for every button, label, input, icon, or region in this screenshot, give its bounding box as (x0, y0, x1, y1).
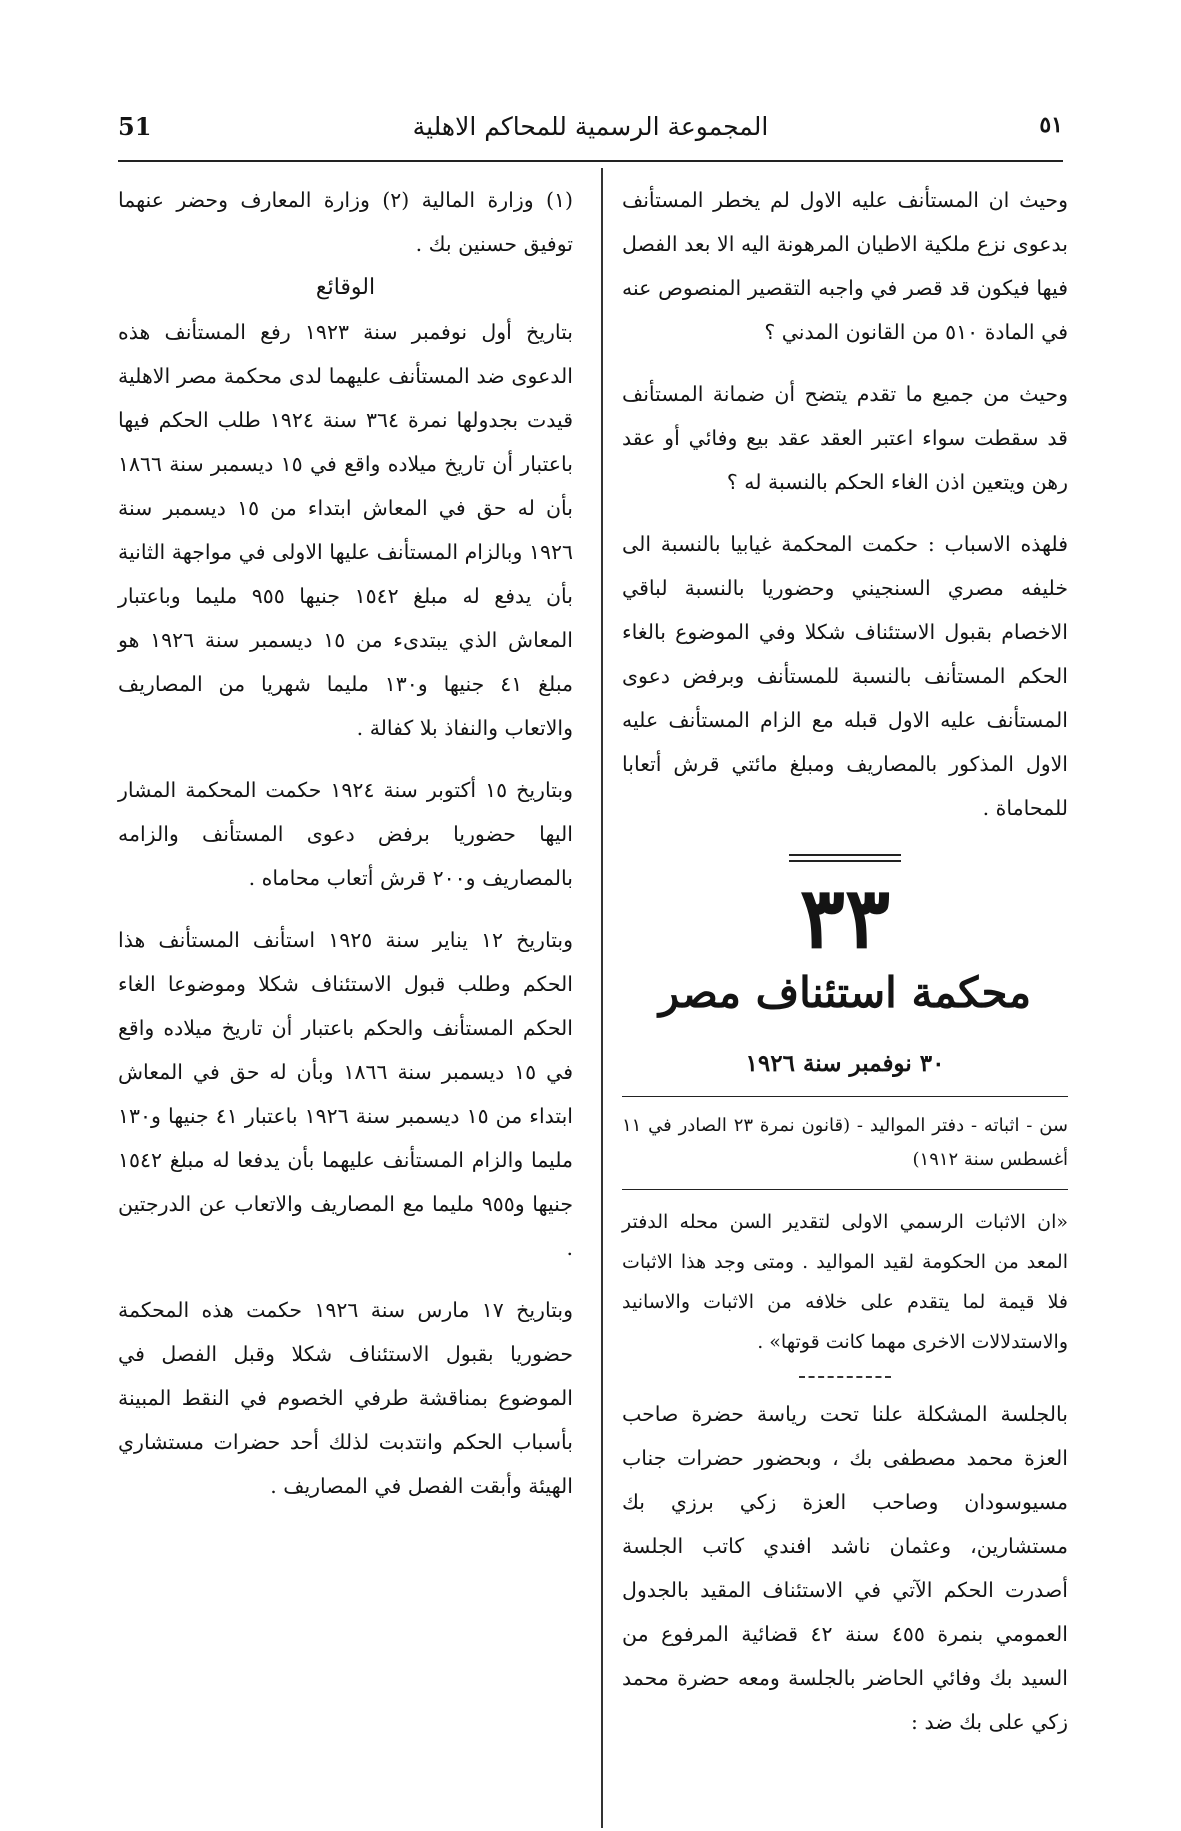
paragraph: (١) وزارة المالية (٢) وزارة المعارف وحضر عنهما توفيق حسنين بك . (118, 188, 573, 256)
paragraph: وبتاريخ ١٧ مارس سنة ١٩٢٦ حكمت هذه المحكمة حضوريا بقبول الاستئناف شكلا وقبل الفصل في الموضوع بمناقشة طرفي الخصوم في النقط المبينة بأسباب الحكم وانتدبت لذلك أحد حضرات مستشاري الهيئة وأبقت الفصل في المصاريف . (118, 1298, 573, 1498)
running-header (118, 112, 1063, 156)
paragraph: وبتاريخ ١٢ يناير سنة ١٩٢٥ استأنف المستأنف هذا الحكم وطلب قبول الاستئناف شكلا وموضوعا الغاء الحكم المستأنف والحكم باعتبار أن تاريخ ميلاده واقع في ١٥ ديسمبر سنة ١٨٦٦ وبأن له حق في المعاش ابتداء من ١٥ ديسمبر سنة ١٩٢٦ باعتبار ٤١ جنيها و١٣٠ مليما والزام المستأنف عليهما بأن يدفعا له مبلغ ١٥٤٢ جنيها و٩٥٥ مليما مع المصاريف والاتعاب عن الدرجتين . (118, 928, 574, 1260)
court-title: محكمة استئناف مصر (658, 968, 1032, 1017)
paragraph: فلهذه الاسباب : حكمت المحكمة غيابيا بالنسبة الى خليفه مصري السنجيني وحضوريا بالنسبة لباقي الاخصام بقبول الاستئناف شكلا وفي الموضوع بالغاء الحكم المستأنف بالنسبة للمستأنف وبرفض دعوى المستأنف عليه الاول قبله مع الزام المستأنف عليه الاول المذكور بالمصاريف ومبلغ مائتي قرش أتعابا للمحاماة . (622, 532, 1068, 820)
header-rule (118, 160, 1063, 162)
paragraph: وحيث من جميع ما تقدم يتضح أن ضمانة المستأنف قد سقطت سواء اعتبر العقد عقد بيع وفائي أو عقد رهن ويتعين اذن الغاء الحكم بالنسبة له ؟ (622, 382, 1068, 494)
section-separator (789, 854, 901, 862)
page-number-latin: 51 (118, 112, 152, 141)
running-title: المجموعة الرسمية للمحاكم الاهلية (412, 112, 769, 141)
column-divider (601, 168, 603, 1828)
summary-rule (622, 1096, 1068, 1097)
right-column (622, 178, 1068, 1744)
dashed-separator (799, 1376, 891, 1378)
case-summary: سن - اثباته - دفتر المواليد - (قانون نمرة ٢٣ الصادر في ١١ أغسطس سنة ١٩١٢) (622, 1115, 1068, 1170)
case-number: ٣٣ (799, 868, 891, 967)
page-number-arabic: ٥١ (1039, 112, 1063, 138)
legal-principle: «ان الاثبات الرسمي الاولى لتقدير السن محله الدفتر المعد من الحكومة لقيد المواليد . ومتى وجد هذا الاثبات فلا قيمة لما يتقدم على خلافه من الاثبات والاسانيد والاستدلالات الاخرى مهما كانت قوتها» . (622, 1211, 1068, 1353)
facts-heading: الوقائع (315, 275, 376, 300)
case-date: ٣٠ نوفمبر سنة ١٩٢٦ (745, 1050, 945, 1077)
paragraph: وحيث ان المستأنف عليه الاول لم يخطر المستأنف بدعوى نزع ملكية الاطيان المرهونة اليه الا بعد الفصل فيها فيكون قد قصر في واجبه التقصير المنصوص عنه في المادة ٥١٠ من القانون المدني ؟ (622, 188, 1068, 344)
summary-rule (622, 1189, 1068, 1190)
paragraph: وبتاريخ ١٥ أكتوبر سنة ١٩٢٤ حكمت المحكمة المشار اليها حضوريا برفض دعوى المستأنف والزامه بالمصاريف و٢٠٠ قرش أتعاب محاماه . (118, 778, 573, 890)
session-paragraph: بالجلسة المشكلة علنا تحت رياسة حضرة صاحب العزة محمد مصطفى بك ، وبحضور حضرات جناب مسيوسودان وصاحب العزة زكي برزي بك مستشارين، وعثمان ناشد افندي كاتب الجلسة أصدرت الحكم الآتي في الاستئناف المقيد بالجدول العمومي بنمرة ٤٥٥ سنة ٤٢ قضائية المرفوع من السيد بك وفائي الحاضر بالجلسة ومعه حضرة محمد زكي على بك ضد : (622, 1402, 1068, 1734)
paragraph: بتاريخ أول نوفمبر سنة ١٩٢٣ رفع المستأنف هذه الدعوى ضد المستأنف عليهما لدى محكمة مصر الاهلية قيدت بجدولها نمرة ٣٦٤ سنة ١٩٢٤ طلب الحكم فيها باعتبار أن تاريخ ميلاده واقع في ١٥ ديسمبر سنة ١٨٦٦ بأن له حق في المعاش ابتداء من ١٥ ديسمبر سنة ١٩٢٦ وبالزام المستأنف عليها الاولى في مواجهة الثانية بأن يدفع له مبلغ ١٥٤٢ جنيها ٩٥٥ مليما وباعتبار المعاش الذي يبتدىء من ١٥ ديسمبر سنة ١٩٢٦ هو مبلغ ٤١ جنيها و١٣٠ مليما شهريا من المصاريف والاتعاب والنفاذ بلا كفالة . (118, 320, 574, 740)
left-column (118, 178, 573, 1508)
